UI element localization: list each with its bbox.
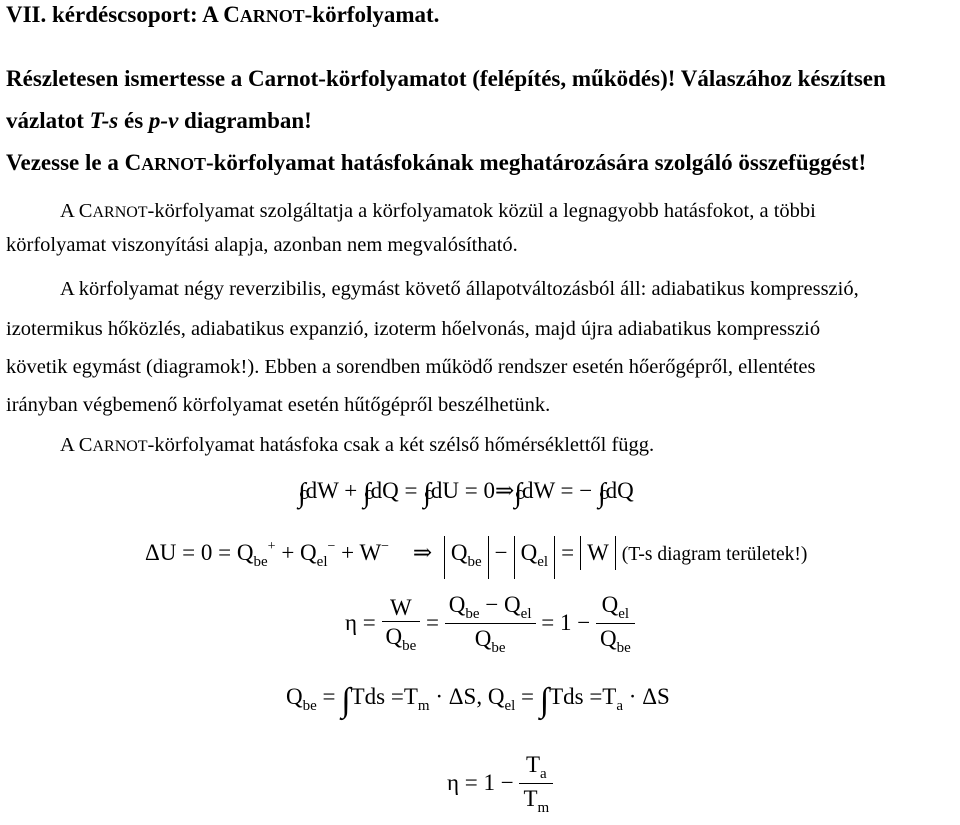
equation-energy-balance xyxy=(145,536,807,579)
eq2-sup-minus2: − xyxy=(381,539,390,554)
para1-line2-text: körfolyamat viszonyítási alapja, azonban nem megvalósítható. xyxy=(6,234,518,256)
para2-line3 xyxy=(6,356,815,379)
eq2-plus: + xyxy=(275,540,301,565)
integral-icon: ∫ xyxy=(341,682,351,719)
eq2-plus-w: + W xyxy=(335,540,382,565)
eq2-note: (T-s diagram területek!) xyxy=(621,544,808,565)
eq2-implies: ⇒ xyxy=(412,540,433,565)
para2-line4-text: irányban végbemenő körfolyamat esetén hűtőgépről beszélhetünk. xyxy=(6,394,551,416)
para2-line1-text: A körfolyamat négy reverzibilis, egymást követő állapotváltozásból áll: adiabatikus kompresszió, xyxy=(60,278,859,300)
task-line-3-a: Vezesse le a C xyxy=(6,150,142,175)
eq3-f2-be: be xyxy=(465,606,480,622)
contour-integral-icon: ∫ xyxy=(423,478,431,509)
equation-cyclic-integral xyxy=(298,478,634,510)
eq3-frac1 xyxy=(382,595,421,655)
equation-heat-integrals xyxy=(286,682,670,720)
contour-integral-icon: ∫ xyxy=(362,478,371,509)
eq4-tds: Tds =T xyxy=(350,684,418,709)
para1-b: -körfolyamat szolgáltatja a körfolyamatok közül a legnagyobb hatásfokot, a többi xyxy=(147,200,816,222)
task-line-2 xyxy=(6,108,312,134)
para1-line2 xyxy=(6,234,518,257)
eq3-frac1-den xyxy=(382,621,421,655)
contour-integral-icon: ∫ xyxy=(514,478,522,509)
task-line-2-b: és xyxy=(118,108,149,133)
eq3-f2-el: el xyxy=(520,606,532,622)
eq3-frac2-den xyxy=(445,623,536,657)
eq2-w: W xyxy=(587,540,609,565)
para3-carnot: ARNOT xyxy=(92,438,148,455)
eq2-sup-plus: + xyxy=(267,539,276,554)
eq2-eq0: = 0 = xyxy=(176,540,237,565)
eq2-equals: = xyxy=(561,540,575,565)
section-heading xyxy=(6,2,439,28)
eq2-abs-qbe xyxy=(444,536,489,579)
heading-prefix: VII. kérdéscsoport: A C xyxy=(6,2,240,27)
eq2-q: Q xyxy=(236,540,254,565)
eq5-sub-m: m xyxy=(537,800,550,816)
eq4-q2: Q xyxy=(487,684,505,709)
task-carnot: ARNOT xyxy=(141,154,206,174)
eq5-frac xyxy=(519,752,553,817)
heading-suffix: -körfolyamat. xyxy=(304,2,440,27)
task-ts: T-s xyxy=(89,108,119,133)
eq1-equals-minus: = − xyxy=(554,478,598,503)
equation-carnot-efficiency xyxy=(447,752,553,817)
eq2-abs-q: Q xyxy=(450,540,468,565)
para2-line3-text: követik egymást (diagramok!). Ebben a sorendben működő rendszer esetén hőerőgépről, ellentétes xyxy=(6,356,816,378)
eq5-t2: T xyxy=(523,786,538,811)
eq2-delta-u: ΔU xyxy=(145,540,177,565)
eq2-abs-qel xyxy=(514,536,555,579)
para2-line1 xyxy=(60,278,859,301)
para2-line2 xyxy=(6,318,820,341)
eq3-frac3 xyxy=(596,592,635,657)
eq2-abs-sub-be: be xyxy=(467,554,482,570)
task-line-2-a: vázlatot xyxy=(6,108,90,133)
eq2-minus: − xyxy=(494,540,508,565)
eq2-abs-w xyxy=(580,536,616,570)
eq1-dQ: dQ xyxy=(370,478,399,503)
eq4-comma: , xyxy=(476,684,488,709)
integral-icon: ∫ xyxy=(539,682,550,719)
eq3-sub-be: be xyxy=(402,637,417,654)
eq5-eta: η = 1 − xyxy=(447,769,514,795)
eq1-implies: ⇒ xyxy=(495,478,515,503)
contour-integral-icon: ∫ xyxy=(298,478,306,509)
eq1-dQ2: dQ xyxy=(605,478,634,503)
eq5-den xyxy=(519,783,553,817)
eq3-f3-q: Q xyxy=(601,592,619,617)
eq3-f2-den-q: Q xyxy=(474,626,492,651)
task-pv: p-v xyxy=(148,108,179,133)
eq3-f3-el: el xyxy=(618,606,630,622)
para3-a: A C xyxy=(60,434,93,456)
eq2-sub-el: el xyxy=(316,554,328,570)
eq4-q: Q xyxy=(286,684,303,709)
para2-line4 xyxy=(6,394,550,417)
eq1-equals: = xyxy=(398,478,424,503)
eq3-frac3-num xyxy=(596,592,635,623)
eq4-equals: = xyxy=(316,684,342,709)
eq1-dU: dU xyxy=(430,478,460,503)
task-line-1-text: Részletesen ismertesse a Carnot-körfolyamatot (felépítés, működés)! Válaszához készítsen xyxy=(6,66,886,91)
eq2-abs-qel-q: Q xyxy=(520,540,538,565)
task-line-2-c: diagramban! xyxy=(178,108,312,133)
eq4-sub-el: el xyxy=(504,698,516,714)
eq3-f2-den-be: be xyxy=(491,640,506,656)
eq3-eta: η = xyxy=(345,609,376,635)
eq3-f3-den-q: Q xyxy=(599,626,617,651)
eq4-equals2: = xyxy=(515,684,540,709)
eq3-frac2 xyxy=(445,592,536,657)
eq2-abs-sub-el: el xyxy=(537,554,549,570)
task-line-3 xyxy=(6,150,866,176)
eq3-frac2-num xyxy=(445,592,536,623)
eq3-f3-den-be: be xyxy=(616,640,631,656)
task-line-3-b: -körfolyamat hatásfokának meghatározására szolgáló összefüggést! xyxy=(205,150,867,175)
eq1-dW2: dW xyxy=(521,478,555,503)
eq2-qel: Q xyxy=(300,540,317,565)
eq5-sub-a: a xyxy=(540,766,547,782)
eq4-dot-ds: · ΔS xyxy=(429,684,477,709)
para1-a: A C xyxy=(60,200,93,222)
para1-carnot: ARNOT xyxy=(92,204,148,221)
eq2-sup-minus: − xyxy=(327,539,336,554)
task-line-1 xyxy=(6,66,886,92)
eq4-dot-ds2: · ΔS xyxy=(623,684,670,709)
eq3-q: Q xyxy=(385,623,403,649)
eq3-frac3-den xyxy=(596,623,635,657)
eq5-num xyxy=(519,752,553,783)
eq1-plus: + xyxy=(338,478,363,503)
eq5-t: T xyxy=(525,752,541,777)
eq4-sub-a: a xyxy=(616,698,624,714)
eq4-sub-m: m xyxy=(417,698,430,714)
eq1-zero: = 0 xyxy=(459,478,496,503)
para1-line1 xyxy=(60,200,816,223)
eq1-dW: dW xyxy=(305,478,339,503)
eq3-equals: = xyxy=(426,609,440,635)
eq4-tds2: Tds =T xyxy=(549,684,617,709)
para2-line2-text: izotermikus hőközlés, adiabatikus expanzió, izoterm hőelvonás, majd újra adiabatikus kompresszió xyxy=(6,318,821,340)
eq3-frac1-num: W xyxy=(390,594,412,620)
contour-integral-icon: ∫ xyxy=(597,478,606,509)
eq4-sub-be: be xyxy=(302,698,317,714)
heading-carnot: ARNOT xyxy=(239,6,305,26)
para3 xyxy=(60,434,654,457)
eq3-one-minus: = 1 − xyxy=(541,609,591,635)
eq2-sub-be: be xyxy=(253,554,268,570)
equation-efficiency xyxy=(345,592,635,657)
eq3-f2-minus-q: − Q xyxy=(479,592,521,617)
para3-b: -körfolyamat hatásfoka csak a két szélső hőmérséklettől függ. xyxy=(147,434,655,456)
eq3-f2-q: Q xyxy=(448,592,466,617)
